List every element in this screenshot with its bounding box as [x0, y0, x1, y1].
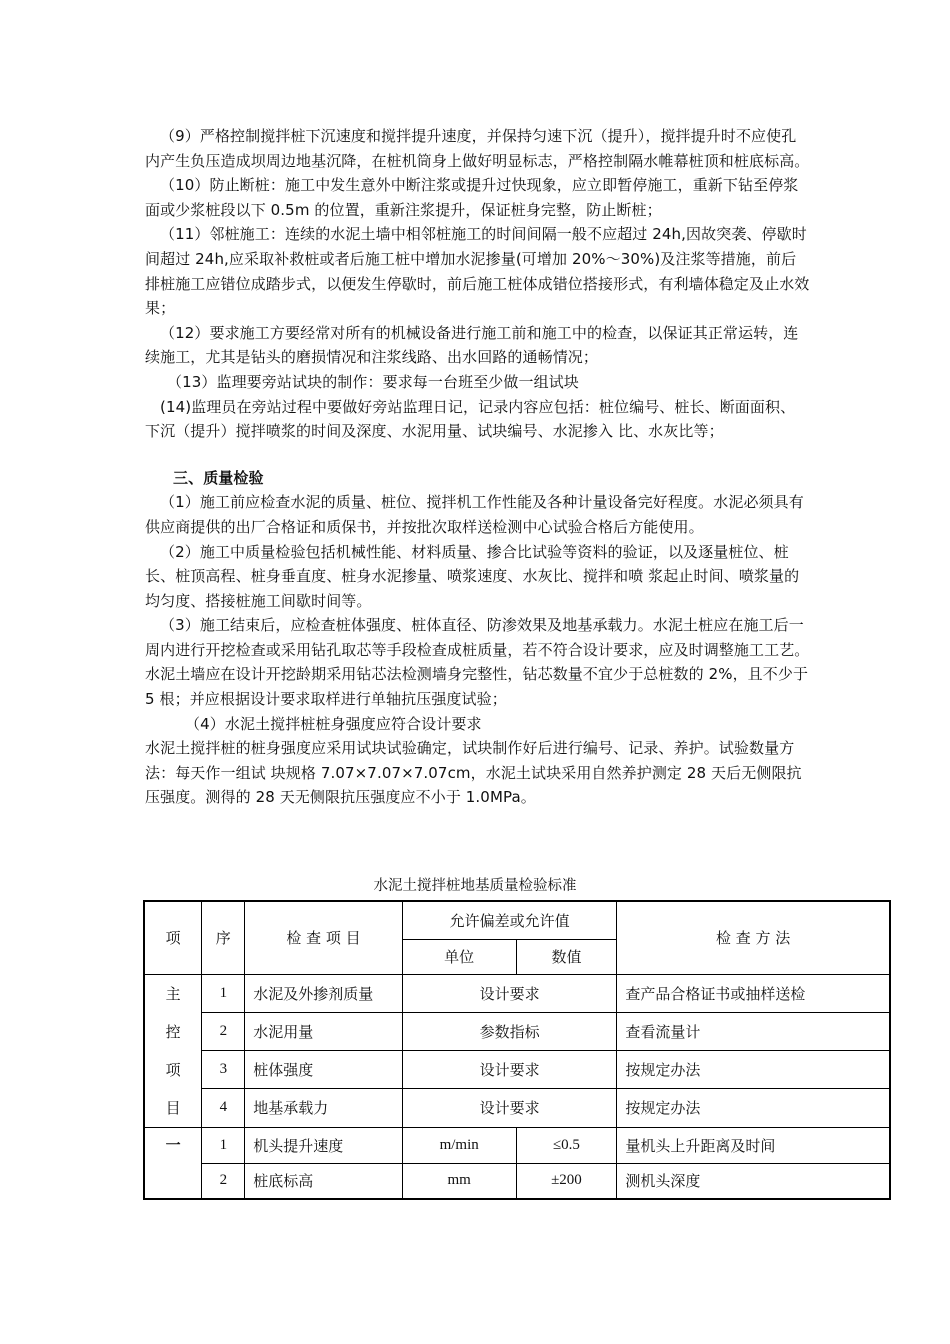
paragraph-14: (14)监理员在旁站过程中要做好旁站监理日记，记录内容应包括：桩位编号、桩长、断面面积、下沉（提升）搅拌喷浆的时间及深度、水泥用量、试块编号、水泥掺入 比、水灰比等； — [145, 397, 796, 441]
row-allowance: 设计要求 — [402, 1051, 617, 1089]
row-method: 查看流量计 — [617, 1012, 890, 1050]
row-seq: 1 — [202, 1127, 245, 1163]
row-item: 水泥用量 — [245, 1012, 403, 1050]
row-seq: 1 — [202, 974, 245, 1012]
table-row — [144, 1127, 890, 1163]
quality-standard-table — [143, 900, 891, 1200]
paragraph-10: （10）防止断桩：施工中发生意外中断注浆或提升过快现象，应立即暂停施工，重新下钻至停浆面或少浆桩段以下 0.5m 的位置，重新注浆提升，保证桩身完整，防止断桩； — [145, 176, 799, 219]
main-control-group: 主 控 项 目 — [144, 974, 202, 1127]
quality-paragraph-3: （3）施工结束后，应检查桩体强度、桩体直径、防渗效果及地基承载力。水泥土桩应在施工后一周内进行开挖检查或采用钻孔取芯等手段检查成桩质量，若不符合设计要求，应及时调整施工工艺。水泥土墙应在设计开挖龄期采用钻芯法检测墙身完整性，钻芯数量不宜少于总桩数的 2%，且不少于 5 根；并应根据设计要求取样进行单轴抗压强度试验； — [145, 616, 810, 709]
paragraph-13: （13）监理要旁站试块的制作：要求每一台班至少做一组试块 — [167, 372, 579, 391]
row-item: 桩底标高 — [245, 1163, 403, 1199]
row-method: 量机头上升距离及时间 — [617, 1127, 890, 1163]
row-seq: 2 — [202, 1163, 245, 1199]
table-row — [144, 974, 890, 1012]
table-row — [144, 1163, 890, 1199]
paragraph-11: （11）邻桩施工：连续的水泥土墙中相邻桩施工的时间间隔一般不应超过 24h,因故突袭、停歇时间超过 24h,应采取补救桩或者后施工桩中增加水泥掺量(可增加 20%～30%)及注浆等措施，前后排桩施工应错位成踏步式，以便发生停歇时，前后施工桩体成错位搭接形式，有利墙体稳定及止水效果； — [145, 225, 810, 318]
quality-paragraph-4: （4）水泥土搅拌桩桩身强度应符合设计要求 — [185, 714, 482, 733]
row-unit: mm — [402, 1163, 516, 1199]
row-allowance: 设计要求 — [402, 1089, 617, 1127]
row-seq: 2 — [202, 1012, 245, 1050]
paragraph-12: （12）要求施工方要经常对所有的机械设备进行施工前和施工中的检查，以保证其正常运转，连续施工，尤其是钻头的磨损情况和注浆线路、出水回路的通畅情况； — [145, 323, 799, 367]
row-value: ±200 — [516, 1163, 617, 1199]
quality-paragraph-2: （2）施工中质量检验包括机械性能、材料质量、掺合比试验等资料的验证，以及逐量桩位、桩长、桩顶高程、桩身垂直度、桩身水泥掺量、喷浆速度、水灰比、搅拌和喷 浆起止时间、喷浆量的均匀度、搭接桩施工间歇时间等。 — [145, 542, 800, 610]
row-item: 机头提升速度 — [245, 1127, 403, 1163]
general-group: 一 — [144, 1127, 202, 1199]
table-row — [144, 1089, 890, 1127]
row-method: 查产品合格证书或抽样送检 — [617, 974, 890, 1012]
table-row — [144, 1051, 890, 1089]
row-item: 桩体强度 — [245, 1051, 403, 1089]
header-seq: 序 — [202, 901, 245, 974]
row-item: 地基承载力 — [245, 1089, 403, 1127]
body-text — [145, 124, 810, 810]
row-unit: m/min — [402, 1127, 516, 1163]
header-item: 项 — [144, 901, 202, 974]
header-value: 数值 — [516, 939, 617, 974]
table-row — [144, 1012, 890, 1050]
paragraph-9: （9）严格控制搅拌桩下沉速度和搅拌提升速度，并保持匀速下沉（提升），搅拌提升时不应使孔内产生负压造成坝周边地基沉降，在桩机筒身上做好明显标志，严格控制隔水帷幕桩顶和桩底标高。 — [145, 127, 810, 170]
quality-paragraph-5: 水泥土搅拌桩的桩身强度应采用试块试验确定，试块制作好后进行编号、记录、养护。试验数量方法：每天作一组试 块规格 7.07×7.07×7.07cm，水泥土试块采用自然养护测定 28 天后无侧限抗压强度。测得的 28 天无侧限抗压强度应不小于 1.0MPa。 — [145, 739, 802, 807]
section-heading: 三、质量检验 — [173, 468, 264, 487]
quality-paragraph-1: （1）施工前应检查水泥的质量、桩位、搅拌机工作性能及各种计量设备完好程度。水泥必须具有供应商提供的出厂合格证和质保书，并按批次取样送检测中心试验合格后方能使用。 — [145, 493, 804, 536]
row-method: 按规定办法 — [617, 1051, 890, 1089]
row-item: 水泥及外掺剂质量 — [245, 974, 403, 1012]
row-method: 按规定办法 — [617, 1089, 890, 1127]
row-allowance: 设计要求 — [402, 974, 617, 1012]
table-header-row — [144, 901, 890, 939]
header-method: 检 查 方 法 — [617, 901, 890, 974]
row-value: ≤0.5 — [516, 1127, 617, 1163]
table-caption: 水泥土搅拌桩地基质量检验标准 — [373, 878, 577, 894]
header-check-item: 检 查 项 目 — [245, 901, 403, 974]
row-seq: 4 — [202, 1089, 245, 1127]
row-seq: 3 — [202, 1051, 245, 1089]
header-unit: 单位 — [402, 939, 516, 974]
row-allowance: 参数指标 — [402, 1012, 617, 1050]
row-method: 测机头深度 — [617, 1163, 890, 1199]
header-allowance: 允许偏差或允许值 — [402, 901, 617, 939]
